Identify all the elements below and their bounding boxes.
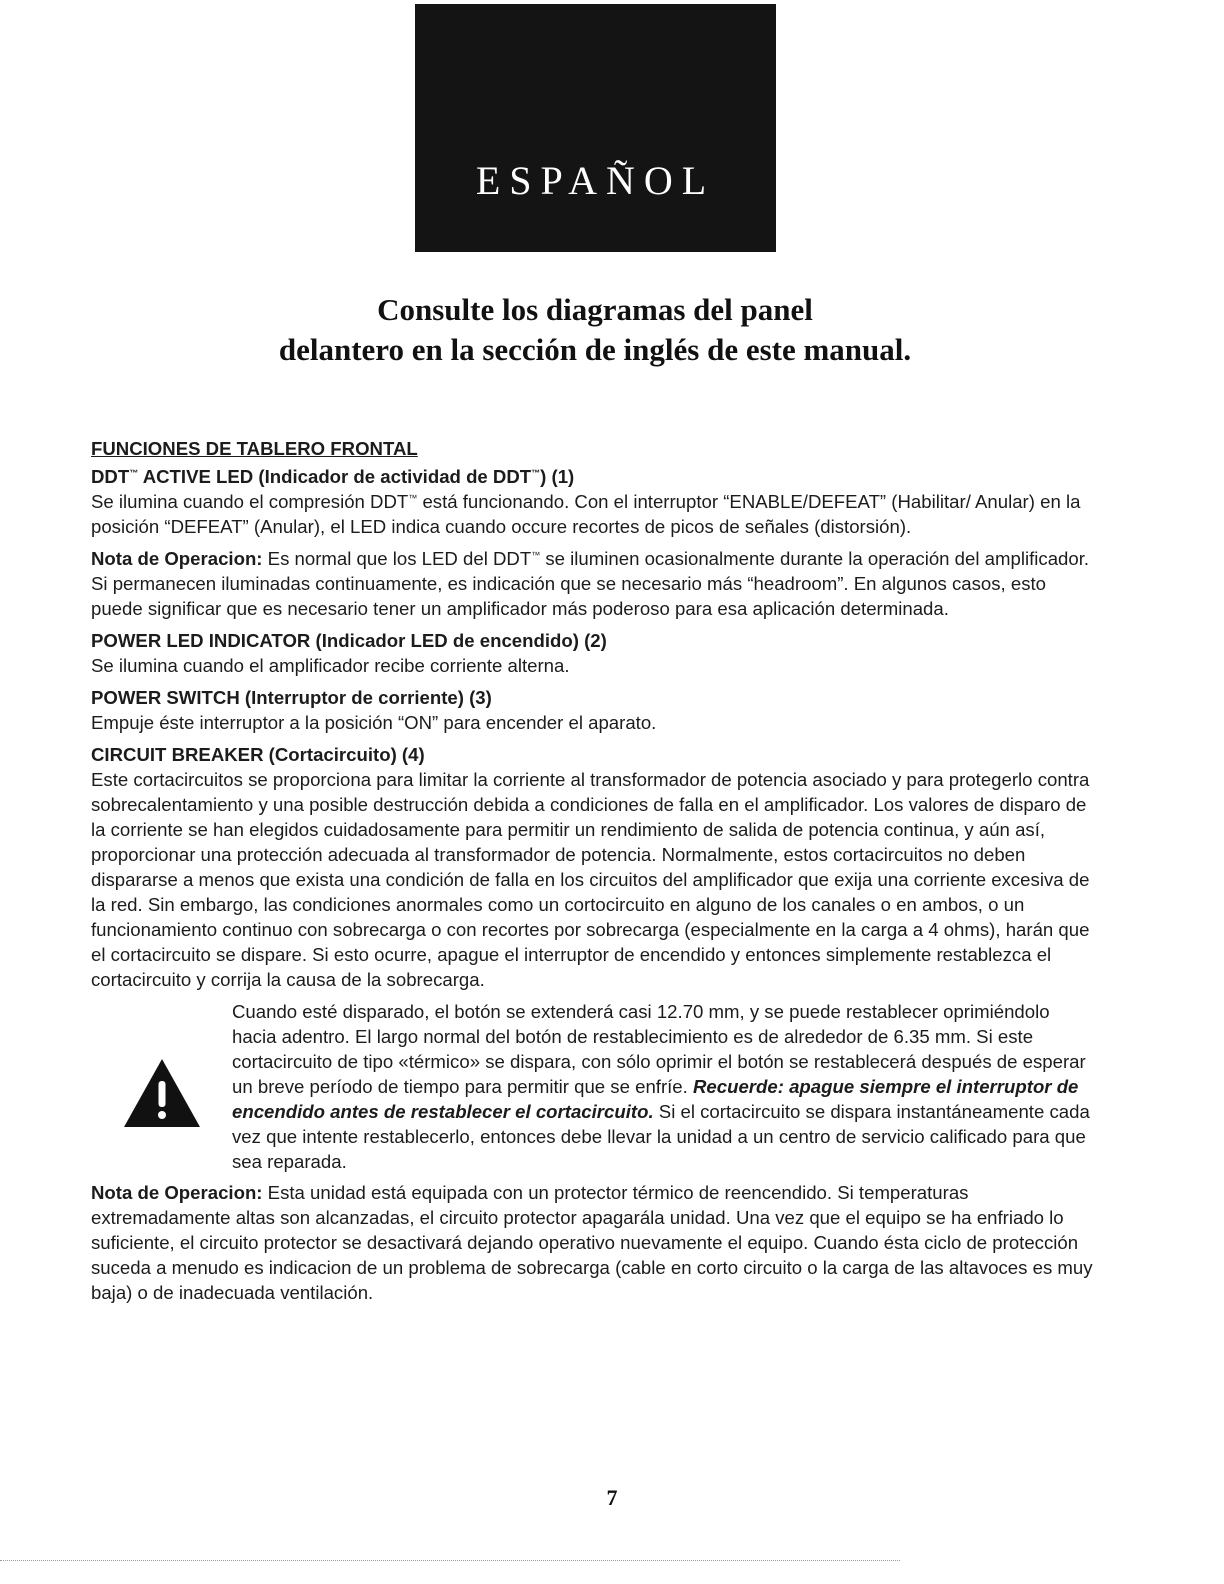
warning-block [91, 999, 1096, 1174]
page-number: 7 [606, 1485, 618, 1510]
ddt-active-led-title [91, 464, 1096, 489]
ddt-title-part-a: DDT [91, 466, 130, 487]
warning-emphasis: Recuerde: apague siempre el interruptor de encendido antes de restablecer el cortacircuito. [232, 1076, 1079, 1122]
trademark-mark: ™ [408, 493, 418, 503]
trademark-mark: ™ [531, 550, 541, 560]
ddt-body-part-b: está funcionando. Con el interruptor “ENABLE/DEFEAT” (Habilitar/ Anular) en la posición “DEFEAT” (Anular), el LED indica cuando occure recortes de picos de señales (distorsión). [91, 491, 1081, 537]
ddt-active-led-body [91, 489, 1096, 539]
operation-note-2 [91, 1180, 1096, 1305]
note-label: Nota de Operacion: [91, 548, 263, 569]
power-switch-title: POWER SWITCH (Interruptor de corriente) (3) [91, 687, 492, 708]
operation-note-1 [91, 546, 1096, 621]
power-led-title: POWER LED INDICATOR (Indicador LED de encendido) (2) [91, 630, 607, 651]
note-text-b: se iluminen ocasionalmente durante la operación del amplificador. Si permanecen iluminadas continuamente, es indicación que se necesario más “headroom”. En algunos casos, esto puede significar que es necesario tener un amplificador más poderoso para esa aplicación determinada. [91, 548, 1090, 619]
circuit-breaker-body: Este cortacircuitos se proporciona para limitar la corriente al transformador de potencia asociado y para protegerlo contra sobrecalentamiento y una posible destrucción debida a condiciones de falla en el amplificador. Los valores de disparo de la corriente se han elegidos cuidadosamente para permitir un rendimiento de salida de potencia continua, y aún así, proporcionar una protección adecuada al transformador de potencia. Normalmente, estos cortacircuitos no deben dispararse a menos que exista una condición de falla en los circuitos del amplificador que exija una corriente excesiva de la red. Sin embargo, las condiciones anormales como un cortocircuito en alguno de los canales o en ambos, o un funcionamiento continuo con sobrecarga o con recortes por sobrecarga (especialmente en la carga a 4 ohms), harán que el cortacircuito se dispare. Si esto ocurre, apague el interruptor de encendido y entonces simplemente restablezca el cortacircuito y corrija la causa de la sobrecarga. [91, 769, 1090, 990]
ddt-title-part-c: ) (1) [540, 466, 575, 487]
ddt-title-part-b: ACTIVE LED (Indicador de actividad de DDT [138, 466, 532, 487]
note-label: Nota de Operacion: [91, 1182, 263, 1203]
headline-line-2: delantero en la sección de inglés de este manual. [278, 332, 912, 367]
trademark-mark: ™ [531, 468, 541, 478]
page-headline [150, 290, 1040, 370]
warning-text-b: Si el cortacircuito se dispara instantáneamente cada vez que intente restablecerlo, entonces debe llevar la unidad a un centro de servicio calificado para que sea reparada. [232, 1101, 1090, 1172]
section-title: FUNCIONES DE TABLERO FRONTAL [91, 438, 418, 459]
headline-line-1: Consulte los diagramas del panel [377, 292, 813, 327]
note-text: Esta unidad está equipada con un protector térmico de reencendido. Si temperaturas extremadamente altas son alcanzadas, el circuito protector apagarála unidad. Una vez que el equipo se ha enfriado lo suficiente, el circuito protector se desactivará dejando operativo nuevamente el equipo. Cuando ésta ciclo de protección suceda a menudo es indicacion de un problema de sobrecarga (cable en corto circuito o la carga de las altavoces es muy baja) o de inadecuada ventilación. [91, 1182, 1093, 1303]
main-content [91, 436, 1096, 1312]
circuit-breaker-title: CIRCUIT BREAKER (Cortacircuito) (4) [91, 744, 425, 765]
language-banner [415, 4, 776, 252]
banner-title: ESPAÑOL [475, 158, 716, 203]
note-text-a: Es normal que los LED del DDT [262, 548, 532, 569]
scan-edge-divider [0, 1560, 900, 1561]
power-switch-body: Empuje éste interruptor a la posición “ON” para encender el aparato. [91, 712, 657, 733]
power-led-body: Se ilumina cuando el amplificador recibe corriente alterna. [91, 655, 570, 676]
warning-text-a: Cuando esté disparado, el botón se extenderá casi 12.70 mm, y se puede restablecer oprimiéndolo hacia adentro. El largo normal del botón de restablecimiento es de alrededor de 6.35 mm. Si este cortacircuito de tipo «térmico» se dispara, con sólo oprimir el botón se restablecerá después de esperar un breve período de tiempo para permitir que se enfríe. [232, 1001, 1086, 1097]
trademark-mark: ™ [129, 468, 139, 478]
warning-icon [122, 1057, 202, 1129]
ddt-body-part-a: Se ilumina cuando el compresión DDT [91, 491, 409, 512]
